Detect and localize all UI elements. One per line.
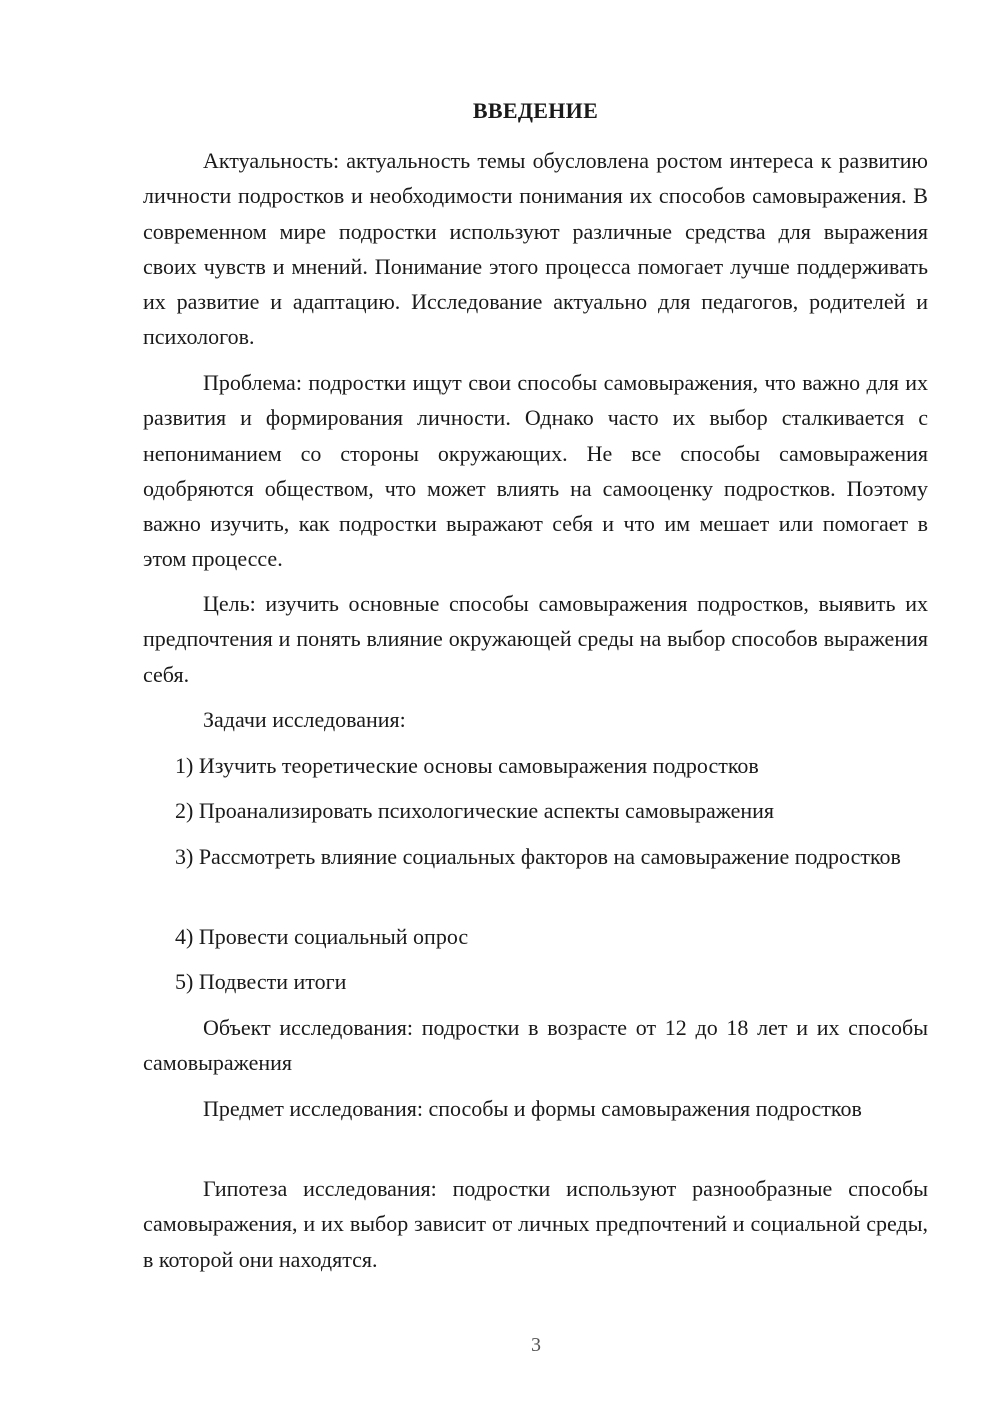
paragraph-relevance: Актуальность: актуальность темы обусловлена ростом интереса к развитию личности подростков и необходимости понимания их способов самовыражения. В современном мире подростки используют различные средства для выражения своих чувств и мнений. Понимание этого процесса помогает лучше поддерживать их развитие и адаптацию. Исследование актуально для педагогов, родителей и психологов. [143, 148, 928, 350]
section-heading: ВВЕДЕНИЕ [472, 98, 599, 123]
tasks-title: Задачи исследования: [203, 707, 406, 732]
paragraph-subject: Предмет исследования: способы и формы самовыражения подростков [203, 1096, 862, 1121]
task-item-3: 3) Рассмотреть влияние социальных факторов на самовыражение подростков [175, 844, 901, 869]
paragraph-object: Объект исследования: подростки в возрасте от 12 до 18 лет и их способы самовыражения [143, 1015, 928, 1076]
page-number: 3 [531, 1334, 541, 1356]
task-item-2: 2) Проанализировать психологические аспекты самовыражения [175, 798, 775, 823]
paragraph-problem: Проблема: подростки ищут свои способы самовыражения, что важно для их развития и формирования личности. Однако часто их выбор сталкивается с непониманием со стороны окружающих. Не все способы самовыражения одобряются обществом, что может влиять на самооценку подростков. Поэтому важно изучить, как подростки выражают себя и что им мешает или помогает в этом процессе. [143, 370, 928, 572]
task-item-4: 4) Провести социальный опрос [175, 924, 469, 949]
paragraph-goal: Цель: изучить основные способы самовыражения подростков, выявить их предпочтения и понять влияние окружающей среды на выбор способов выражения себя. [143, 591, 928, 687]
paragraph-hypothesis: Гипотеза исследования: подростки используют разнообразные способы самовыражения, и их выбор зависит от личных предпочтений и социальной среды, в которой они находятся. [143, 1176, 928, 1272]
task-item-1: 1) Изучить теоретические основы самовыражения подростков [175, 753, 759, 778]
task-item-5: 5) Подвести итоги [175, 969, 347, 994]
